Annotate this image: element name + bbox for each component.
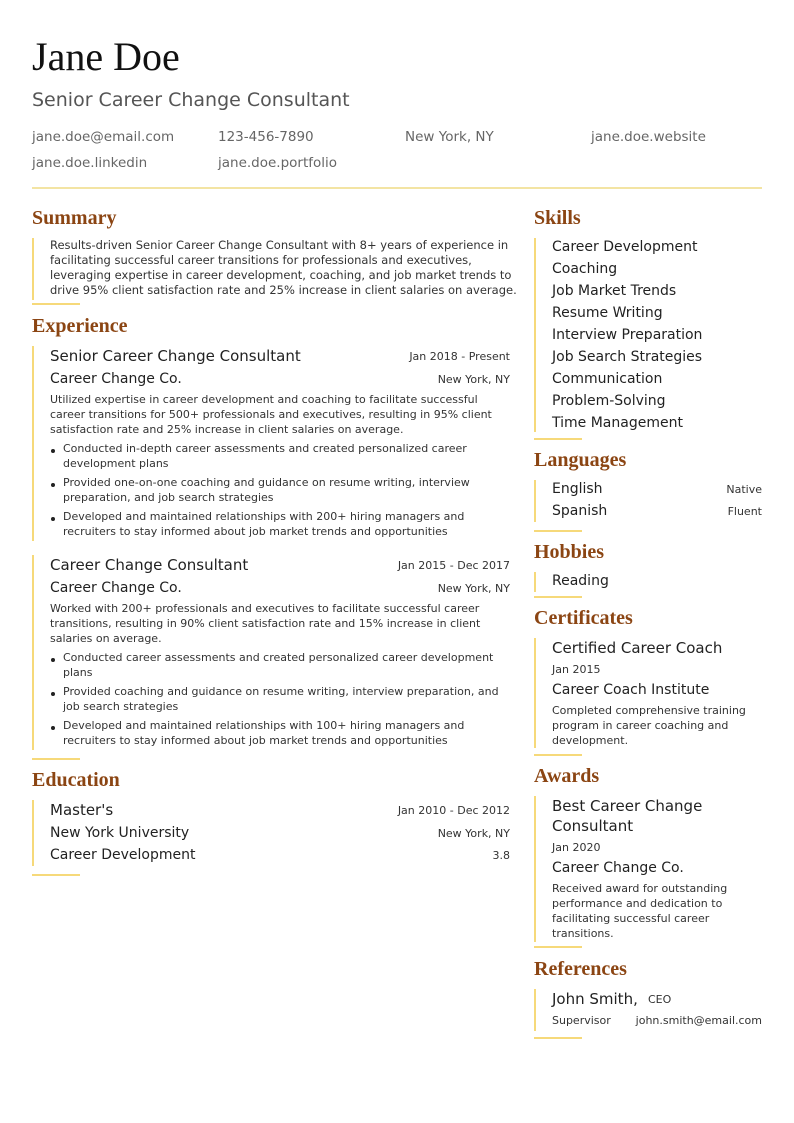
languages-accent-bar	[534, 480, 536, 522]
education-field: Career Development	[50, 847, 196, 863]
job-bullet-line: Developed and maintained relationships with 200+ hiring managers and	[63, 510, 465, 523]
job-desc-line: transitions, resulting in 90% client satisfaction rate and 15% increase in client	[50, 617, 481, 630]
language-level: Native	[726, 483, 762, 496]
award-desc-line: Received award for outstanding	[552, 882, 728, 895]
certificates-heading: Certificates	[534, 607, 633, 629]
languages-rule	[534, 530, 582, 532]
job-company: Career Change Co.	[50, 580, 182, 596]
award-issuer: Career Change Co.	[552, 860, 684, 876]
job-bullet-line: recruiters to stay informed about job market trends and opportunities	[63, 734, 448, 747]
bullet-dot	[51, 483, 55, 487]
reference-role: CEO	[648, 993, 672, 1006]
job-company: Career Change Co.	[50, 371, 182, 387]
job-bullet-line: Provided one-on-one coaching and guidance on resume writing, interview	[63, 476, 470, 489]
reference-relation: Supervisor	[552, 1014, 611, 1027]
job-bullet-line: development plans	[63, 457, 169, 470]
hobby-item: Reading	[552, 573, 609, 589]
education-rule	[32, 874, 80, 876]
awards-accent-bar	[534, 796, 536, 942]
job-bullet-line: Developed and maintained relationships with 100+ hiring managers and	[63, 719, 465, 732]
references-heading: References	[534, 958, 627, 980]
experience-rule	[32, 758, 80, 760]
bullet-dot	[51, 449, 55, 453]
education-accent-bar	[32, 800, 34, 866]
award-date: Jan 2020	[552, 841, 601, 854]
award-name-line: Best Career Change	[552, 797, 703, 815]
summary-line: drive 95% client satisfaction rate and 25% increase in client salaries on average.	[50, 283, 517, 297]
reference-name: John Smith,	[552, 990, 638, 1008]
reference-email[interactable]: john.smith@email.com	[635, 1014, 762, 1027]
education-heading: Education	[32, 769, 120, 791]
summary-accent-bar	[32, 238, 34, 300]
language-name: English	[552, 481, 603, 497]
bullet-dot	[51, 726, 55, 730]
certificates-rule	[534, 754, 582, 756]
job-bullet-line: preparation, and job search strategies	[63, 491, 274, 504]
job-role: Senior Career Change Consultant	[50, 347, 301, 365]
skill-item: Communication	[552, 371, 663, 387]
language-level: Fluent	[727, 505, 762, 518]
language-name: Spanish	[552, 503, 608, 519]
skills-rule	[534, 438, 582, 440]
experience-heading: Experience	[32, 315, 128, 337]
job-accent-bar	[32, 346, 34, 541]
awards-heading: Awards	[534, 765, 600, 787]
education-school: New York University	[50, 825, 190, 841]
job-bullet-line: Provided coaching and guidance on resume writing, interview preparation, and	[63, 685, 499, 698]
skills-accent-bar	[534, 238, 536, 432]
job-location: New York, NY	[437, 582, 510, 595]
education-degree: Master's	[50, 801, 114, 819]
job-desc-line: satisfaction rate and 25% increase in client salaries on average.	[50, 423, 404, 436]
job-desc-line: Utilized expertise in career development and coaching to facilitate successful	[50, 393, 478, 406]
job-location: New York, NY	[437, 373, 510, 386]
contact-phone[interactable]: 123-456-7890	[218, 129, 314, 145]
summary-line: facilitating successful career transitions for professionals and executives,	[50, 253, 472, 267]
hobbies-accent-bar	[534, 572, 536, 592]
certificate-desc-line: program in career coaching and	[552, 719, 729, 732]
certificate-name: Certified Career Coach	[552, 639, 723, 657]
skill-item: Interview Preparation	[552, 327, 703, 343]
job-dates: Jan 2015 - Dec 2017	[397, 559, 510, 572]
certificate-desc-line: development.	[552, 734, 629, 747]
certificates-accent-bar	[534, 638, 536, 748]
bullet-dot	[51, 658, 55, 662]
job-bullet-line: job search strategies	[63, 700, 179, 713]
job-bullet-line: plans	[63, 666, 93, 679]
contact-email[interactable]: jane.doe@email.com	[32, 129, 175, 145]
job-bullet-line: Conducted in-depth career assessments and created personalized career	[63, 442, 467, 455]
job-accent-bar	[32, 555, 34, 750]
hobbies-rule	[534, 596, 582, 598]
references-rule	[534, 1037, 582, 1039]
references-accent-bar	[534, 989, 536, 1031]
job-desc-line: career transitions for 500+ professionals and executives, resulting in 95% client	[50, 408, 492, 421]
job-bullet-line: recruiters to stay informed about job market trends and opportunities	[63, 525, 448, 538]
skill-item: Job Search Strategies	[552, 349, 703, 365]
award-desc-line: facilitating successful career	[552, 912, 710, 925]
job-role: Career Change Consultant	[50, 556, 249, 574]
skill-item: Problem-Solving	[552, 393, 666, 409]
award-name-line: Consultant	[552, 817, 634, 835]
hobbies-heading: Hobbies	[534, 541, 605, 563]
job-desc-line: Worked with 200+ professionals and executives to facilitate successful career	[50, 602, 480, 615]
contact-location: New York, NY	[405, 129, 494, 145]
summary-rule	[32, 303, 80, 305]
certificate-date: Jan 2015	[552, 663, 601, 676]
awards-rule	[534, 946, 582, 948]
job-bullet-line: Conducted career assessments and created personalized career development	[63, 651, 494, 664]
skill-item: Time Management	[552, 415, 683, 431]
education-location: New York, NY	[437, 827, 510, 840]
contact-website[interactable]: jane.doe.website	[591, 129, 706, 145]
job-title: Senior Career Change Consultant	[32, 89, 350, 111]
header-divider	[32, 187, 762, 189]
skill-item: Job Market Trends	[552, 283, 677, 299]
education-gpa: 3.8	[492, 849, 510, 862]
summary-heading: Summary	[32, 207, 117, 229]
award-desc-line: transitions.	[552, 927, 614, 940]
contact-portfolio[interactable]: jane.doe.portfolio	[218, 155, 338, 171]
languages-heading: Languages	[534, 449, 627, 471]
certificate-issuer: Career Coach Institute	[552, 682, 710, 698]
summary-line: leveraging expertise in career development, coaching, and job market trends to	[50, 268, 512, 282]
person-name: Jane Doe	[32, 34, 180, 79]
skills-heading: Skills	[534, 207, 581, 229]
bullet-dot	[51, 517, 55, 521]
job-desc-line: salaries on average.	[50, 632, 162, 645]
education-dates: Jan 2010 - Dec 2012	[397, 804, 510, 817]
skill-item: Resume Writing	[552, 305, 663, 321]
award-desc-line: performance and dedication to	[552, 897, 723, 910]
job-dates: Jan 2018 - Present	[409, 350, 510, 363]
contact-linkedin[interactable]: jane.doe.linkedin	[32, 155, 148, 171]
skill-item: Coaching	[552, 261, 618, 277]
certificate-desc-line: Completed comprehensive training	[552, 704, 746, 717]
summary-line: Results-driven Senior Career Change Consultant with 8+ years of experience in	[50, 238, 509, 252]
skill-item: Career Development	[552, 239, 698, 255]
bullet-dot	[51, 692, 55, 696]
